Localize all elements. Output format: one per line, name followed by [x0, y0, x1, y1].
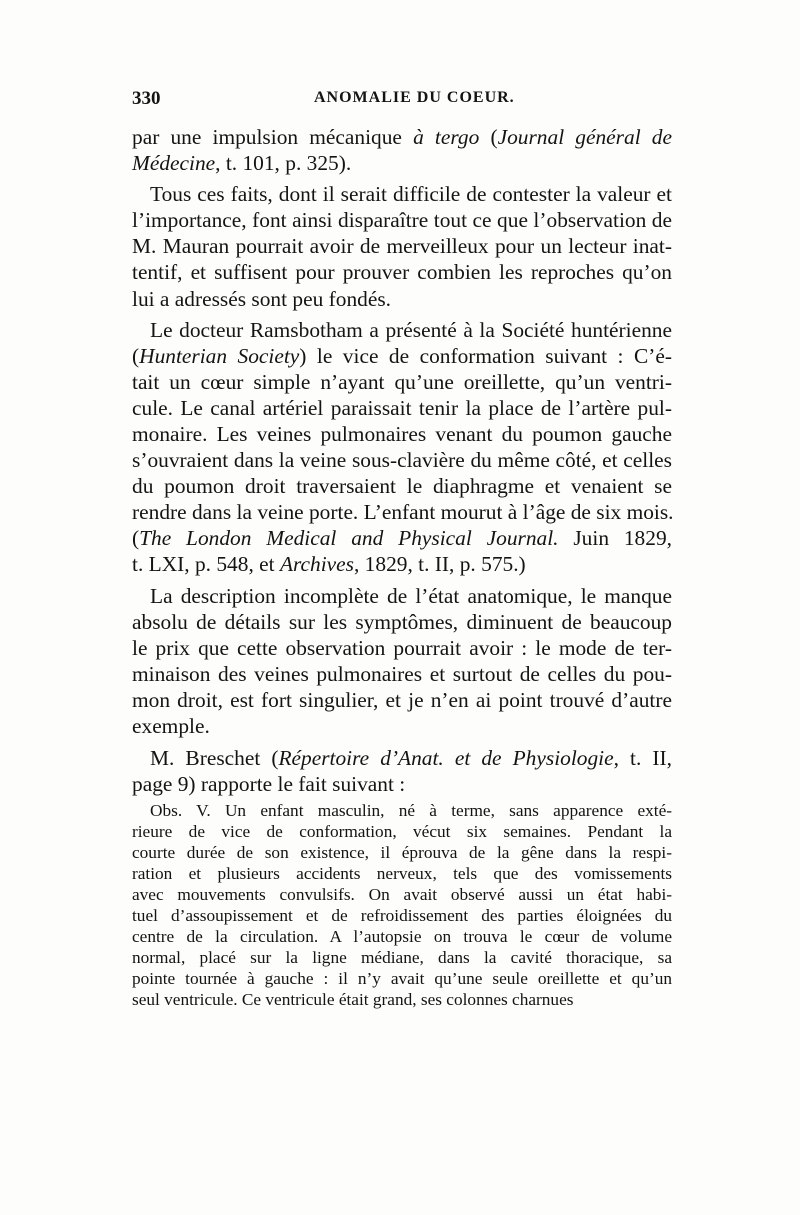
text-span: cule. Le canal artériel paraissait tenir la place de l’artère pul- [132, 396, 672, 420]
text-line [132, 369, 672, 395]
text-line [132, 286, 672, 312]
text-span: monaire. Les veines pulmonaires venant du poumon gauche [132, 422, 672, 446]
text-line [132, 395, 672, 421]
text-span: , t. II, [613, 746, 672, 770]
text-span: page 9) rapporte le fait suivant : [132, 772, 406, 796]
text-span: l’importance, font ainsi disparaître tout ce que l’observation de [132, 208, 672, 232]
text-span: seul ventricule. Ce ventricule était grand, ses colonnes charnues [132, 990, 574, 1009]
text-span: lui a adressés sont peu fondés. [132, 287, 392, 311]
text-span: Obs. V. Un enfant masculin, né à terme, sans apparence exté- [150, 801, 672, 820]
text-span: par une impulsion mécanique [132, 125, 414, 149]
text-line [132, 968, 672, 990]
italic-span: Archives [279, 552, 354, 576]
text-line [132, 421, 672, 447]
text-span: Juin 1829, [558, 526, 672, 550]
text-span: normal, placé sur la ligne médiane, dans la cavité thoracique, sa [132, 948, 672, 967]
text-line [132, 207, 672, 233]
text-span: ration et plusieurs accidents nerveux, tels que des vomissements [132, 864, 672, 883]
text-line [150, 745, 672, 771]
running-header [132, 88, 676, 112]
text-line [132, 947, 672, 969]
text-line [132, 661, 672, 687]
text-span: , 1829, t. II, p. 575.) [353, 552, 526, 576]
text-span: du poumon droit traversaient le diaphragme et venaient se [132, 474, 672, 498]
text-span: tuel d’assoupissement et de refroidissement des parties éloignées du [132, 906, 672, 925]
text-line [132, 989, 672, 1011]
text-span: minaison des veines pulmonaires et surtout de celles du pou- [132, 662, 672, 686]
text-span: M. Breschet ( [150, 746, 279, 770]
italic-span: Répertoire d’Anat. et de Physiologie [278, 746, 614, 770]
text-span: t. LXI, p. 548, et [132, 552, 280, 576]
text-line [132, 343, 672, 369]
text-line [132, 551, 672, 577]
italic-span: Hunterian Society [139, 344, 300, 368]
text-line [132, 863, 672, 885]
text-line [132, 609, 672, 635]
text-line [132, 926, 672, 948]
text-line [132, 150, 672, 176]
text-line [132, 124, 672, 150]
text-span: pointe tournée à gauche : il n’y avait qu’une seule oreillette et qu’un [132, 969, 672, 988]
text-span: ( [132, 526, 140, 550]
text-line [132, 447, 672, 473]
text-span: le prix que cette observation pourrait avoir : le mode de ter- [132, 636, 672, 660]
text-span: ) le vice de conformation suivant : C’é- [299, 344, 672, 368]
text-span: absolu de détails sur les symptômes, diminuent de beaucoup [132, 610, 672, 634]
text-span: exemple. [132, 714, 210, 738]
text-line [132, 525, 672, 551]
text-span: Tous ces faits, dont il serait difficile de contester la valeur et [150, 182, 672, 206]
text-span: mon droit, est fort singulier, et je n’en ai point trouvé d’autre [132, 688, 672, 712]
text-span: tentif, et suffisent pour prouver combien les reproches qu’on [132, 260, 672, 284]
text-span: , t. 101, p. 325). [215, 151, 352, 175]
text-span: rendre dans la veine porte. L’enfant mourut à l’âge de six mois. [132, 500, 674, 524]
text-line [132, 842, 672, 864]
text-line [132, 771, 672, 797]
text-line [150, 583, 672, 609]
text-span: rieure de vice de conformation, vécut six semaines. Pendant la [132, 822, 672, 841]
text-span: avec mouvements convulsifs. On avait observé aussi un état habi- [132, 885, 672, 904]
text-span: Le docteur Ramsbotham a présenté à la Société huntérienne [150, 318, 672, 342]
text-span: M. Mauran pourrait avoir de merveilleux pour un lecteur inat- [132, 234, 672, 258]
text-span: ( [132, 344, 140, 368]
italic-span: à tergo [413, 125, 480, 149]
text-line [132, 687, 672, 713]
italic-span: Médecine [132, 151, 216, 175]
text-span: centre de la circulation. A l’autopsie on trouva le cœur de volume [132, 927, 672, 946]
italic-span: Journal général de [497, 125, 672, 149]
text-line [132, 884, 672, 906]
text-line [132, 905, 672, 927]
text-line [132, 713, 672, 739]
text-span: La description incomplète de l’état anatomique, le manque [150, 584, 672, 608]
text-line [132, 233, 672, 259]
text-line [132, 259, 672, 285]
text-line [132, 821, 672, 843]
page-number: 330 [132, 88, 161, 109]
text-line [132, 499, 672, 525]
text-line [132, 635, 672, 661]
running-title: ANOMALIE DU COEUR. [314, 89, 515, 106]
text-span: s’ouvraient dans la veine sous-clavière du même côté, et celles [132, 448, 672, 472]
text-span: tait un cœur simple n’ayant qu’une oreillette, qu’un ventri- [132, 370, 672, 394]
italic-span: The London Medical and Physical Journal. [139, 526, 559, 550]
text-line [150, 181, 672, 207]
text-line [150, 317, 672, 343]
text-line [150, 800, 672, 822]
text-span: courte durée de son existence, il éprouva de la gêne dans la respi- [132, 843, 672, 862]
text-line [132, 473, 672, 499]
text-span: ( [479, 125, 498, 149]
